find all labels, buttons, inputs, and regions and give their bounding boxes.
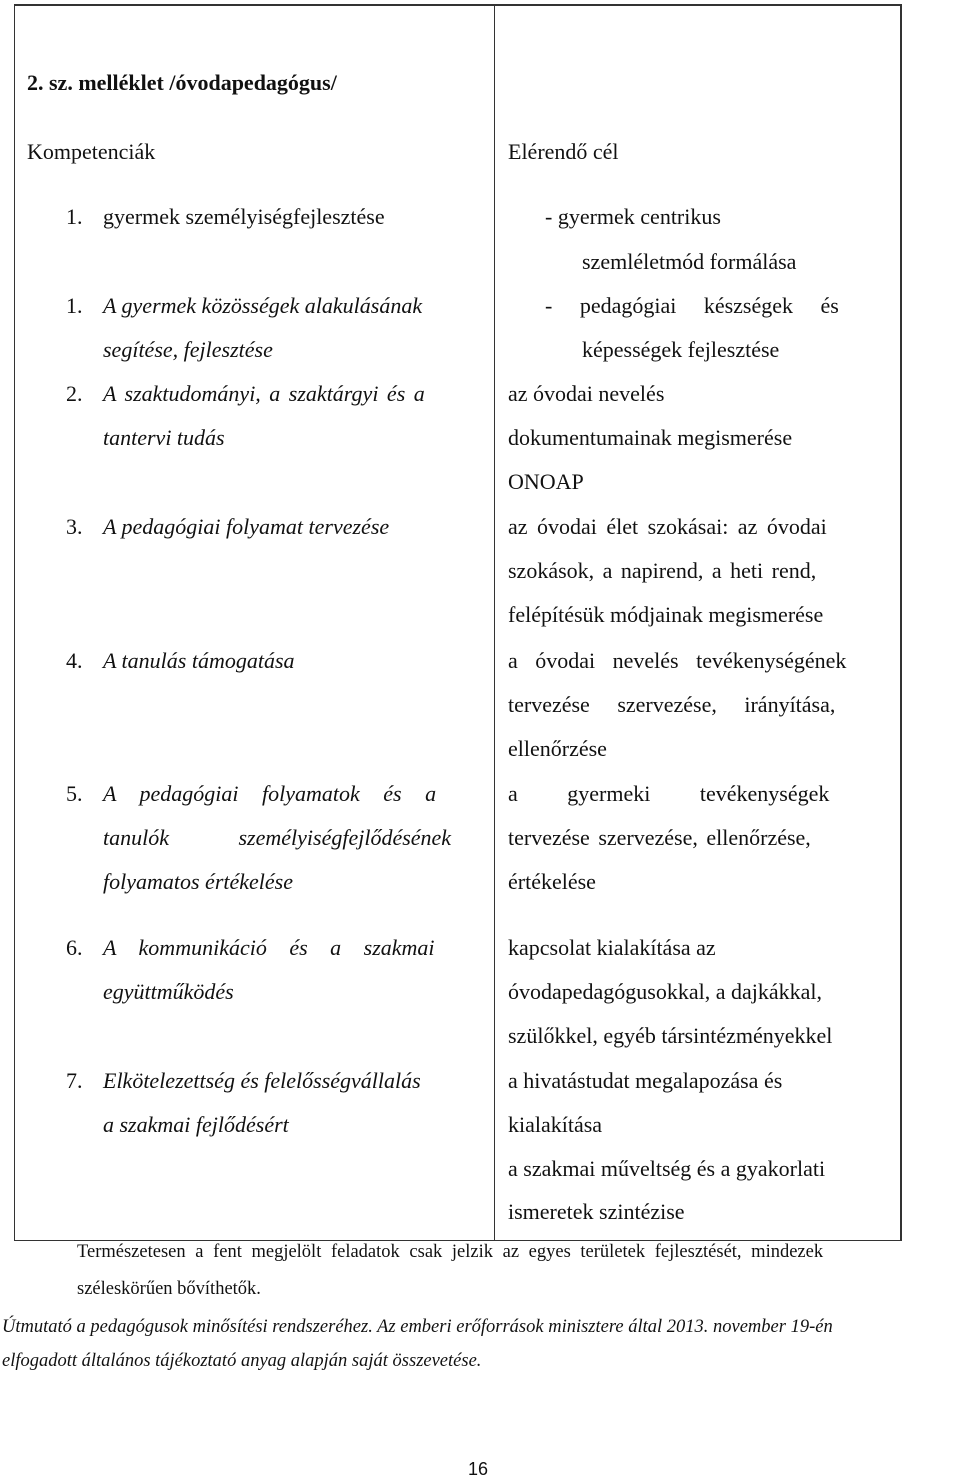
- competency-line: A gyermek közösségek alakulásának: [103, 293, 423, 318]
- competency-text: Elkötelezettség és felelősségvállalás: [103, 1068, 421, 1093]
- column-header-goal: Elérendő cél: [508, 139, 619, 164]
- competency-text: A kommunikáció és a szakmai: [103, 935, 435, 960]
- goal-text: szemléletmód formálása: [582, 249, 797, 274]
- goal-text: az óvodai élet szokásai: az óvodai: [508, 514, 827, 539]
- note-text: széleskörűen bővíthetők.: [77, 1279, 261, 1299]
- table-border-top: [14, 4, 902, 6]
- goal-text: a szakmai műveltség és a gyakorlati: [508, 1156, 826, 1181]
- goal-text: ellenőrzése: [508, 736, 607, 761]
- source-text: Útmutató a pedagógusok minősítési rendszeréhez. Az emberi erőforrások minisztere által 2013. november 19-én: [2, 1317, 833, 1337]
- row-number: 6.: [66, 935, 83, 960]
- competency-text: segítése, fejlesztése: [103, 337, 273, 362]
- goal-text: - gyermek centrikus: [545, 204, 721, 229]
- goal-text: tervezése szervezése, irányítása,: [508, 692, 836, 717]
- goal-text: - pedagógiai készségek és: [545, 293, 839, 318]
- competency-text: A pedagógiai folyamat tervezése: [103, 514, 390, 539]
- competency-text: tantervi tudás: [103, 425, 225, 450]
- goal-text: a hivatástudat megalapozása és: [508, 1068, 783, 1093]
- goal-text: a óvodai nevelés tevékenységének: [508, 648, 847, 673]
- column-divider: [494, 4, 495, 1241]
- goal-text: kapcsolat kialakítása az: [508, 935, 716, 960]
- row-number: 5.: [66, 781, 83, 806]
- source-text: elfogadott általános tájékoztató anyag alapján saját összevetése.: [2, 1351, 482, 1371]
- competency-text: folyamatos értékelése: [103, 869, 293, 894]
- goal-text: kialakítása: [508, 1112, 603, 1137]
- row-number: 3.: [66, 514, 83, 539]
- row-number: 1.: [66, 204, 83, 229]
- competency-text: [103, 295, 482, 317]
- competency-text: A tanulás támogatása: [103, 648, 295, 673]
- goal-text: a gyermeki tevékenységek: [508, 781, 830, 806]
- page-number: 16: [468, 1459, 489, 1479]
- competency-text: együttműködés: [103, 979, 234, 1004]
- goal-text: tervezése szervezése, ellenőrzése,: [508, 825, 811, 850]
- document-title: 2. sz. melléklet /óvodapedagógus/: [27, 70, 337, 95]
- goal-text: dokumentumainak megismerése: [508, 425, 793, 450]
- row-number: 7.: [66, 1068, 83, 1093]
- column-header-competencies: Kompetenciák: [27, 139, 156, 164]
- row-number: 1.: [66, 293, 83, 318]
- goal-text: szülőkkel, egyéb társintézményekkel: [508, 1023, 833, 1048]
- goal-text: szokások, a napirend, a heti rend,: [508, 558, 817, 583]
- competency-text: gyermek személyiségfejlesztése: [103, 204, 385, 229]
- goal-text: képességek fejlesztése: [582, 337, 780, 362]
- competency-text: a szakmai fejlődésért: [103, 1112, 289, 1137]
- note-text: Természetesen a fent megjelölt feladatok csak jelzik az egyes területek fejlesztését, mindezek: [77, 1242, 824, 1262]
- goal-text: értékelése: [508, 869, 596, 894]
- table-border-right: [900, 4, 902, 1241]
- table-border-left: [14, 4, 15, 1241]
- goal-text: ONOAP: [508, 469, 584, 494]
- goal-text: ismeretek szintézise: [508, 1199, 685, 1224]
- goal-text: az óvodai nevelés: [508, 381, 665, 406]
- goal-text: óvodapedagógusokkal, a dajkákkal,: [508, 979, 823, 1004]
- row-number: 4.: [66, 648, 83, 673]
- row-number: 2.: [66, 381, 83, 406]
- table-border-bottom: [14, 1240, 902, 1241]
- competency-text: A szaktudományi, a szaktárgyi és a: [103, 381, 425, 406]
- competency-text: tanulók személyiségfejlődésének: [103, 825, 452, 850]
- goal-text: felépítésük módjainak megismerése: [508, 602, 824, 627]
- competency-text: A pedagógiai folyamatok és a: [103, 781, 437, 806]
